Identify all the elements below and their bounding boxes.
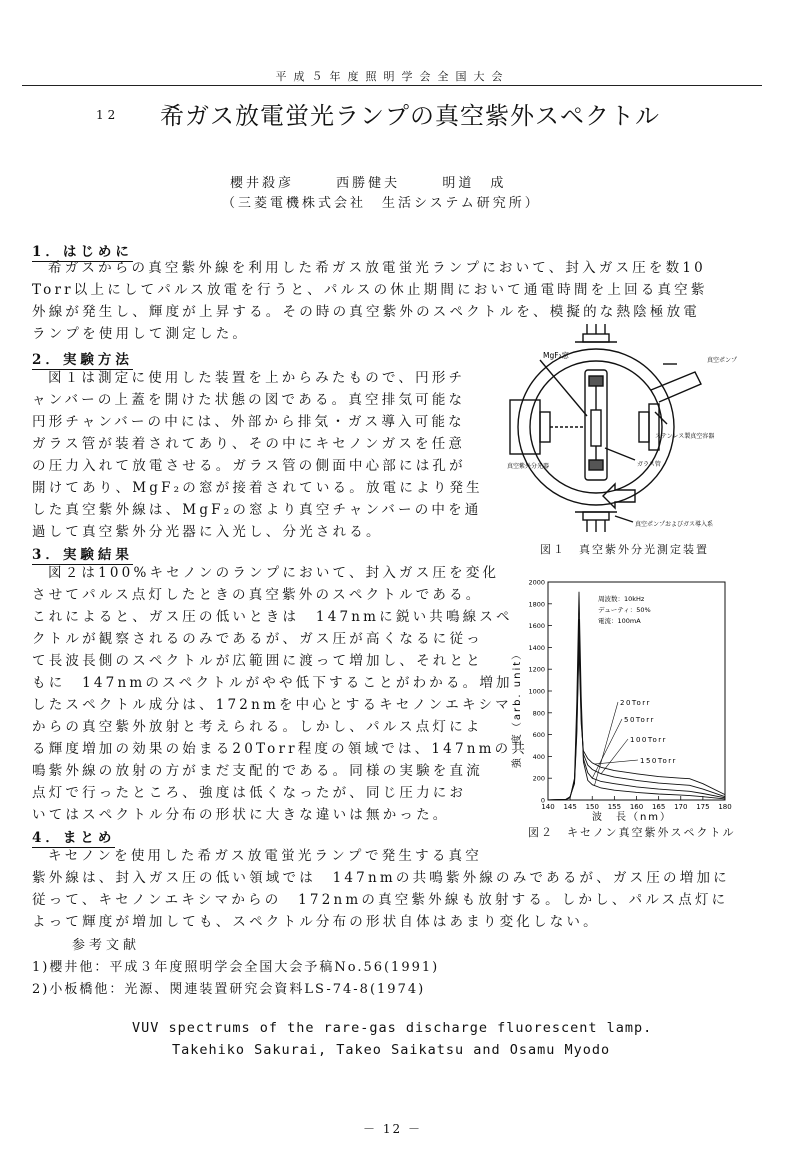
y-tick-label: 2000 <box>528 578 545 587</box>
english-title: VUV spectrums of the rare-gas discharge fluorescent lamp. <box>132 1020 653 1036</box>
body-line: の圧力入れて放電させる。ガラス管の側面中心部には孔が <box>32 458 466 474</box>
body-line: 従って、キセノンエキシマからの 172nmの真空紫外線も放射する。しかし、パルス点灯に <box>32 892 729 908</box>
page-number: － 12 － <box>363 1122 422 1136</box>
x-tick-label: 160 <box>629 803 644 811</box>
author-name: 櫻井殺彦 <box>230 176 295 191</box>
body-line: て長波長側のスペクトルが広範囲に渡って増加し、それとと <box>32 653 483 669</box>
english-authors: Takehiko Sakurai, Takeo Saikatsu and Osamu Myodo <box>172 1042 611 1058</box>
series-leader <box>592 719 622 778</box>
conference-header: 平成５年度照明学会全国大会 <box>275 70 510 83</box>
body-line: 図２は100%キセノンのランプにおいて、封入ガス圧を変化 <box>48 565 500 581</box>
chamber-label: ステンレス製真空容器 <box>655 433 715 440</box>
author-list <box>230 172 544 191</box>
series-label: 50Torr <box>624 716 655 724</box>
condition-text: 周波数：10kHz <box>598 595 645 603</box>
body-line: ガラス管が装着されてあり、その中にキセノンガスを任意 <box>32 436 466 452</box>
paper-title: 希ガス放電蛍光ランプの真空紫外スペクトル <box>160 102 660 130</box>
series-label: 100Torr <box>630 736 667 744</box>
x-tick-label: 180 <box>718 803 732 811</box>
body-line: からの真空紫外放射と考えられる。しかし、パルス点灯によ <box>32 719 483 735</box>
body-line: 円形チャンバーの中には、外部から排気・ガス導入可能な <box>32 414 465 430</box>
body-line: 開けてあり、MgF₂の窓が接着されている。放電により発生 <box>32 480 483 496</box>
body-line: よって輝度が増加しても、スペクトル分布の形状自体はあまり変化しない。 <box>32 914 600 930</box>
condition-text: デューティ：50% <box>598 606 651 614</box>
body-line: 過して真空紫外分光器に入光し、分光される。 <box>32 524 383 540</box>
x-tick-label: 150 <box>585 803 599 811</box>
body-line: 点灯で行ったところ、強度は低くなったが、同じ圧力にお <box>32 785 467 801</box>
x-tick-label: 165 <box>651 803 666 811</box>
body-line: Torr以上にしてパルス放電を行うと、パルスの休止期間において通電時間を上回る真空紫 <box>32 282 708 298</box>
body-line: ランプを使用して測定した。 <box>32 326 250 342</box>
body-line: 図１は測定に使用した装置を上からみたもので、円形チ <box>48 370 466 386</box>
y-tick-label: 1000 <box>528 687 545 696</box>
body-line: したスペクトル成分は、172nmを中心とするキセノンエキシマ <box>32 697 512 713</box>
reference-item: 1)櫻井他：平成３年度照明学会全国大会予稿No.56(1991) <box>32 960 440 975</box>
x-tick-label: 140 <box>541 803 555 811</box>
body-line: クトルが観察されるのみであるが、ガス圧が高くなるに従っ <box>32 631 483 647</box>
inlet-label: 真空ポンプおよびガス導入系 <box>635 521 714 528</box>
y-tick-label: 400 <box>532 752 545 761</box>
section-heading: 2．実験方法 <box>32 348 133 370</box>
body-line: した真空紫外線は、MgF₂の窓より真空チャンバーの中を通 <box>32 502 482 518</box>
body-line: 希ガスからの真空紫外線を利用した希ガス放電蛍光ランプにおいて、封入ガス圧を数10 <box>48 260 706 276</box>
series-label: 20Torr <box>620 699 651 707</box>
section-heading: 3．実験結果 <box>32 543 133 565</box>
y-tick-label: 200 <box>532 774 545 783</box>
body-line: させてパルス点灯したときの真空紫外のスペクトルである。 <box>32 587 483 603</box>
body-line: る輝度増加の効果の始まる20Torr程度の領域では、147nmの共 <box>32 741 529 757</box>
affiliation: （三菱電機株式会社 生活システム研究所） <box>222 196 541 211</box>
y-axis-label: 強 度（arb. unit） <box>512 647 523 769</box>
mgf2-window-label: MgF₂窓 <box>543 351 570 360</box>
spectrum-chart <box>500 570 740 828</box>
paper-number: 12 <box>96 108 120 122</box>
y-tick-label: 600 <box>532 731 545 740</box>
x-tick-label: 175 <box>696 803 710 811</box>
y-tick-label: 800 <box>532 709 545 718</box>
y-tick-label: 0 <box>540 796 545 805</box>
references-heading: 参考文献 <box>72 938 141 953</box>
x-tick-label: 170 <box>674 803 688 811</box>
figure1-caption: 図１ 真空紫外分光測定装置 <box>540 543 709 556</box>
section-heading: 1．はじめに <box>32 240 133 262</box>
author-name: 明道 成 <box>442 176 507 191</box>
y-tick-label: 1800 <box>528 600 545 609</box>
x-tick-label: 155 <box>607 803 622 811</box>
series-leader <box>594 702 618 786</box>
body-line: 紫外線は、封入ガス圧の低い領域では 147nmの共鳴紫外線のみであるが、ガス圧の増加に <box>32 870 730 886</box>
body-line: キセノンを使用した希ガス放電蛍光ランプで発生する真空 <box>48 848 482 864</box>
body-line: 鳴紫外線の放射の方がまだ支配的である。同様の実験を直流 <box>32 763 483 779</box>
body-line: 外線が発生し、輝度が上昇する。その時の真空紫外のスペクトルを、模擬的な熱陰極放電 <box>32 304 700 320</box>
header-rule <box>22 85 762 86</box>
series-leader <box>601 739 628 774</box>
pump-label: 真空ポンプ <box>707 357 738 364</box>
apparatus-diagram <box>505 320 750 538</box>
body-line: いてはスペクトル分布の形状に大きな違いは無かった。 <box>32 807 450 823</box>
section-heading: 4．まとめ <box>32 826 115 848</box>
condition-text: 電流：100mA <box>598 617 641 625</box>
x-axis-label: 波 長（nm） <box>591 812 673 823</box>
x-tick-label: 145 <box>563 803 577 811</box>
spectrometer-label: 真空紫外分光器 <box>507 463 550 470</box>
glass-tube-label: ガラス管 <box>637 461 661 468</box>
body-line: ャンバーの上蓋を開けた状態の図である。真空排気可能な <box>32 392 466 408</box>
author-name: 西勝健夫 <box>336 176 401 191</box>
series-label: 150Torr <box>640 757 677 765</box>
y-tick-label: 1200 <box>528 665 545 674</box>
y-tick-label: 1400 <box>528 643 545 652</box>
body-line: もに 147nmのスペクトルがやや低下することがわかる。増加 <box>32 675 513 691</box>
reference-item: 2)小板橋他：光源、関連装置研究会資料LS-74-8(1974) <box>32 982 426 997</box>
figure2-caption: 図２ キセノン真空紫外スペクトル <box>528 826 736 839</box>
body-line: これによると、ガス圧の低いときは 147nmに鋭い共鳴線スペ <box>32 609 513 625</box>
y-tick-label: 1600 <box>528 622 545 631</box>
